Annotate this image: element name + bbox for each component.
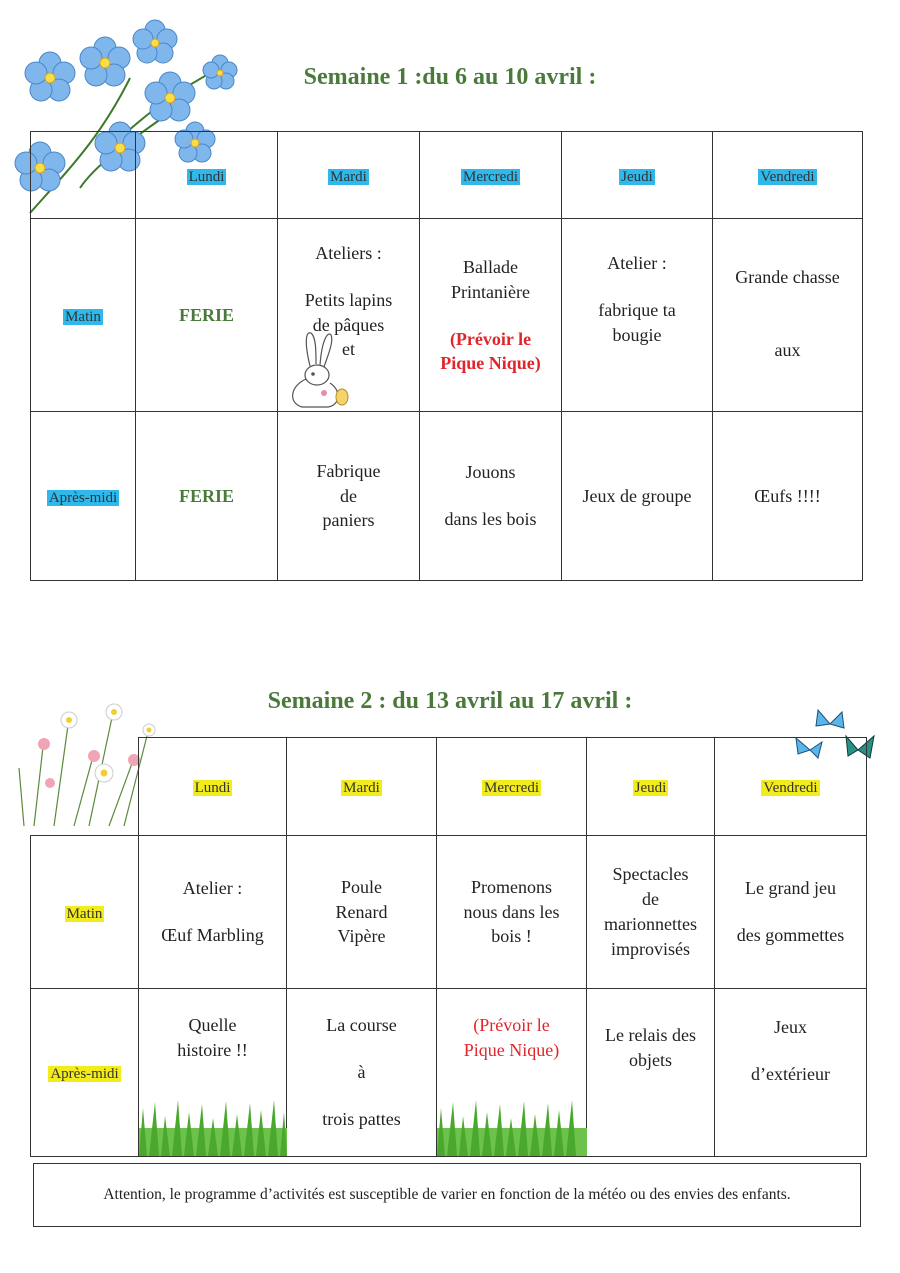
week1-apres-midi-mardi: Fabrique de paniers [278,412,420,581]
week1-apres-midi-mercredi: Jouons dans les bois [420,412,562,581]
week1-corner-cell [31,132,136,219]
week2-header-vendredi: Vendredi [715,738,867,836]
week1-title: Semaine 1 :du 6 au 10 avril : [303,64,597,90]
week2-table [30,737,867,1157]
week1-header-lundi: Lundi [136,132,278,219]
week1-apres-midi-jeudi: Jeux de groupe [562,412,713,581]
week2-header-mardi: Mardi [287,738,437,836]
week1-matin-mardi: Ateliers : Petits lapins de pâques et [278,219,420,412]
week2-matin-jeudi: Spectacles de marionnettes improvisés [587,836,715,989]
week1-header-mercredi: Mercredi [420,132,562,219]
week2-matin-vendredi: Le grand jeu des gommettes [715,836,867,989]
grass-icon [437,1098,587,1156]
week2-header-lundi: Lundi [139,738,287,836]
week2-apres-midi-mardi: La course à trois pattes [287,989,437,1157]
week1-table [30,131,863,581]
week1-row-matin: Matin [31,219,136,412]
week2-header-mercredi: Mercredi [437,738,587,836]
week2-matin-lundi: Atelier : Œuf Marbling [139,836,287,989]
easter-bunny-icon [280,331,360,411]
week2-apres-midi-lundi: Quelle histoire !! [139,989,287,1157]
week2-title: Semaine 2 : du 13 avril au 17 avril : [267,688,633,714]
week1-row-apres-midi: Après-midi [31,412,136,581]
week1-header-mardi: Mardi [278,132,420,219]
week1-matin-lundi: FERIE [136,219,278,412]
week2-corner-cell [31,738,139,836]
week2-matin-mardi: Poule Renard Vipère [287,836,437,989]
weather-notice [33,1163,861,1227]
week2-row-apres-midi: Après-midi [31,989,139,1157]
week1-apres-midi-lundi: FERIE [136,412,278,581]
week2-apres-midi-jeudi: Le relais des objets [587,989,715,1157]
week2-header-jeudi: Jeudi [587,738,715,836]
week1-matin-mercredi: Ballade Printanière (Prévoir le Pique Nique) [420,219,562,412]
week2-apres-midi-vendredi: Jeux d’extérieur [715,989,867,1157]
week1-apres-midi-vendredi: Œufs !!!! [713,412,863,581]
week2-matin-mercredi: Promenons nous dans les bois ! [437,836,587,989]
grass-icon [139,1098,287,1156]
week1-matin-jeudi: Atelier : fabrique ta bougie [562,219,713,412]
weather-notice-text: Attention, le programme d’activités est susceptible de varier en fonction de la météo ou des envies des enfants. [103,1186,791,1203]
week2-apres-midi-mercredi: (Prévoir le Pique Nique) [437,989,587,1157]
week1-header-jeudi: Jeudi [562,132,713,219]
week1-matin-vendredi: Grande chasse aux [713,219,863,412]
week1-header-vendredi: Vendredi [713,132,863,219]
week2-row-matin: Matin [31,836,139,989]
